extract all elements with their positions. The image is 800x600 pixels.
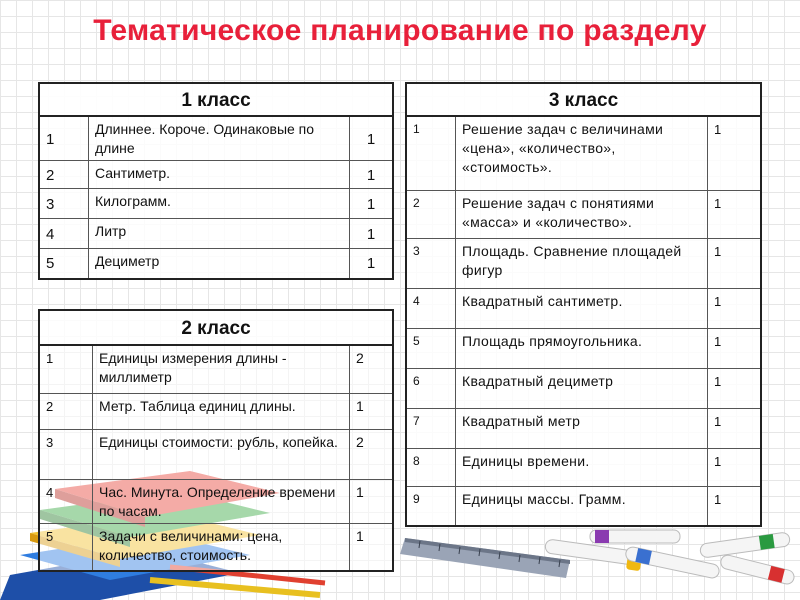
table-row <box>406 408 761 448</box>
table-row <box>39 249 393 279</box>
row-number: 4 <box>406 288 456 328</box>
row-topic: Квадратный сантиметр. <box>456 288 708 328</box>
row-number: 2 <box>39 393 93 429</box>
row-number: 5 <box>406 328 456 368</box>
row-topic: Площадь. Сравнение площадей фигур <box>456 238 708 288</box>
grade3-header: 3 класс <box>406 83 761 116</box>
row-hours: 1 <box>350 523 394 571</box>
table-row <box>406 486 761 526</box>
row-hours: 1 <box>350 219 394 249</box>
row-hours: 1 <box>708 448 762 486</box>
row-topic: Решение задач с понятиями «масса» и «количество». <box>456 190 708 238</box>
row-number: 5 <box>39 249 89 279</box>
row-topic: Единицы стоимости: рубль, копейка. <box>93 429 350 479</box>
grade1-table <box>38 82 394 280</box>
row-topic: Единицы измерения длины - миллиметр <box>93 345 350 393</box>
row-topic: Решение задач с величинами «цена», «количество», «стоимость». <box>456 116 708 190</box>
row-hours: 1 <box>350 393 394 429</box>
row-hours: 1 <box>708 368 762 408</box>
page-title: Тематическое планирование по разделу <box>93 14 707 47</box>
row-hours: 1 <box>708 486 762 526</box>
row-topic: Задачи с величинами: цена, количество, стоимость. <box>93 523 350 571</box>
row-topic: Дециметр <box>89 249 350 279</box>
grade1-header: 1 класс <box>39 83 393 116</box>
row-hours: 2 <box>350 345 394 393</box>
row-topic: Квадратный дециметр <box>456 368 708 408</box>
row-hours: 1 <box>708 408 762 448</box>
row-topic: Квадратный метр <box>456 408 708 448</box>
table-row <box>39 523 393 571</box>
table-row <box>406 368 761 408</box>
table-row <box>406 190 761 238</box>
row-topic: Литр <box>89 219 350 249</box>
table-row <box>406 328 761 368</box>
table-row <box>39 189 393 219</box>
row-number: 1 <box>39 116 89 161</box>
ruler-markers-illustration <box>400 520 800 600</box>
row-number: 1 <box>39 345 93 393</box>
row-topic: Длиннее. Короче. Одинаковые по длине <box>89 116 350 161</box>
table-row <box>406 116 761 190</box>
row-number: 9 <box>406 486 456 526</box>
row-number: 3 <box>39 429 93 479</box>
row-number: 3 <box>39 189 89 219</box>
row-hours: 1 <box>708 288 762 328</box>
row-hours: 2 <box>350 429 394 479</box>
row-topic: Килограмм. <box>89 189 350 219</box>
row-hours: 1 <box>350 189 394 219</box>
row-hours: 1 <box>350 479 394 523</box>
table-row <box>406 448 761 486</box>
table-row <box>39 345 393 393</box>
table-row <box>39 219 393 249</box>
grade2-table <box>38 309 394 572</box>
row-number: 4 <box>39 219 89 249</box>
row-topic: Площадь прямоугольника. <box>456 328 708 368</box>
row-hours: 1 <box>708 190 762 238</box>
table-row <box>406 288 761 328</box>
row-number: 2 <box>406 190 456 238</box>
table-row <box>406 238 761 288</box>
row-topic: Метр. Таблица единиц длины. <box>93 393 350 429</box>
grade2-header: 2 класс <box>39 310 393 345</box>
row-number: 5 <box>39 523 93 571</box>
row-hours: 1 <box>708 238 762 288</box>
row-hours: 1 <box>708 328 762 368</box>
row-topic: Час. Минута. Определение времени по часам. <box>93 479 350 523</box>
table-row <box>39 479 393 523</box>
row-number: 6 <box>406 368 456 408</box>
row-topic: Сантиметр. <box>89 161 350 189</box>
row-number: 8 <box>406 448 456 486</box>
row-number: 2 <box>39 161 89 189</box>
table-row <box>39 429 393 479</box>
table-row <box>39 116 393 161</box>
grade3-table <box>405 82 762 527</box>
row-topic: Единицы времени. <box>456 448 708 486</box>
row-number: 3 <box>406 238 456 288</box>
row-number: 7 <box>406 408 456 448</box>
row-topic: Единицы массы. Грамм. <box>456 486 708 526</box>
row-hours: 1 <box>350 116 394 161</box>
row-hours: 1 <box>350 161 394 189</box>
table-row <box>39 161 393 189</box>
row-hours: 1 <box>708 116 762 190</box>
row-number: 1 <box>406 116 456 190</box>
row-number: 4 <box>39 479 93 523</box>
table-row <box>39 393 393 429</box>
row-hours: 1 <box>350 249 394 279</box>
